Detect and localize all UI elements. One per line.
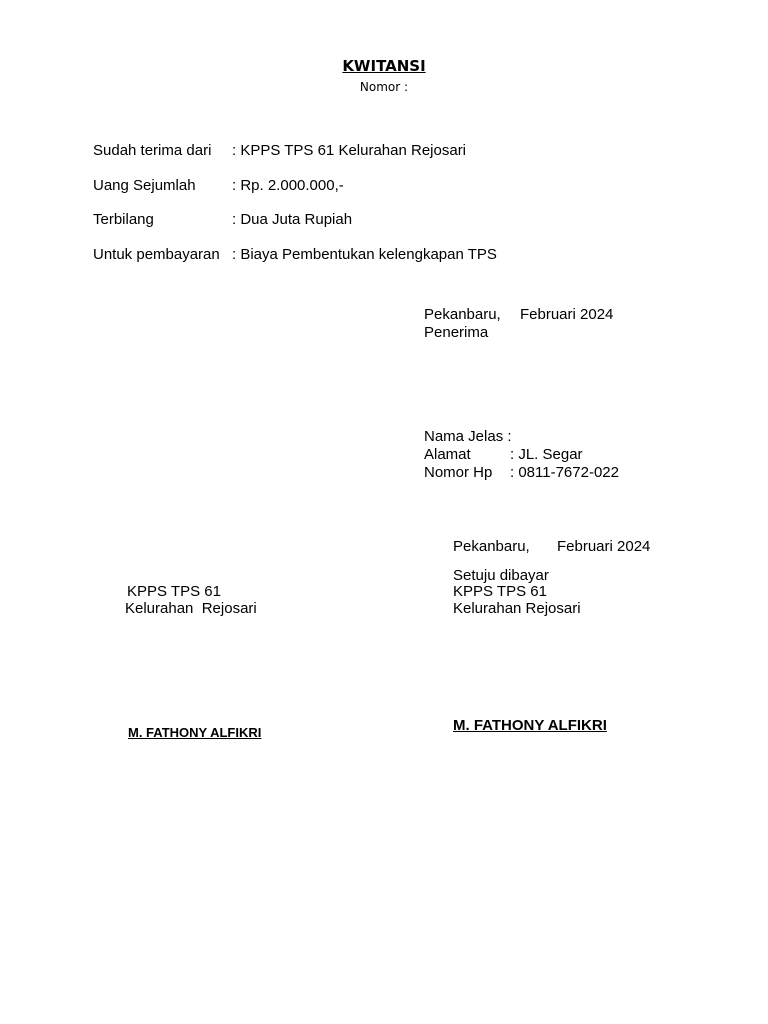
approval-place: Pekanbaru, (453, 538, 530, 555)
approval-kelurahan: Kelurahan Rejosari (453, 600, 581, 617)
field-value: : Dua Juta Rupiah (232, 211, 353, 228)
receiver-place: Pekanbaru, (424, 306, 501, 323)
field-row-spelled-amount (93, 211, 352, 228)
field-row-amount (93, 177, 344, 194)
approval-signatory-name: M. FATHONY ALFIKRI (453, 717, 607, 734)
receiver-role: Penerima (424, 324, 489, 341)
field-row-received-from (93, 142, 466, 159)
field-value: : KPPS TPS 61 Kelurahan Rejosari (232, 142, 467, 159)
receiver-phone-value: : 0811-7672-022 (510, 464, 619, 481)
approval-text: Setuju dibayar (453, 567, 549, 584)
field-row-payment-purpose (93, 246, 497, 263)
document-title: KWITANSI (342, 57, 426, 75)
left-org: KPPS TPS 61 (127, 583, 221, 600)
receiver-phone-label: Nomor Hp (424, 464, 493, 481)
field-value: : Biaya Pembentukan kelengkapan TPS (232, 246, 497, 263)
approval-org: KPPS TPS 61 (453, 583, 547, 600)
field-label: Terbilang (93, 211, 154, 228)
document-number-label: Nomor : (359, 80, 409, 94)
field-label: Untuk pembayaran (93, 246, 220, 263)
left-kelurahan: Kelurahan Rejosari (125, 600, 257, 617)
field-label: Uang Sejumlah (93, 177, 196, 194)
receiver-address-label: Alamat (424, 446, 471, 463)
receiver-address-value: : JL. Segar (510, 446, 583, 463)
receiver-name-label: Nama Jelas : (424, 428, 512, 445)
receiver-date: Februari 2024 (520, 306, 614, 323)
left-signatory-name: M. FATHONY ALFIKRI (128, 725, 262, 740)
field-label: Sudah terima dari (93, 142, 212, 159)
approval-date: Februari 2024 (557, 538, 651, 555)
field-value: : Rp. 2.000.000,- (232, 177, 344, 194)
